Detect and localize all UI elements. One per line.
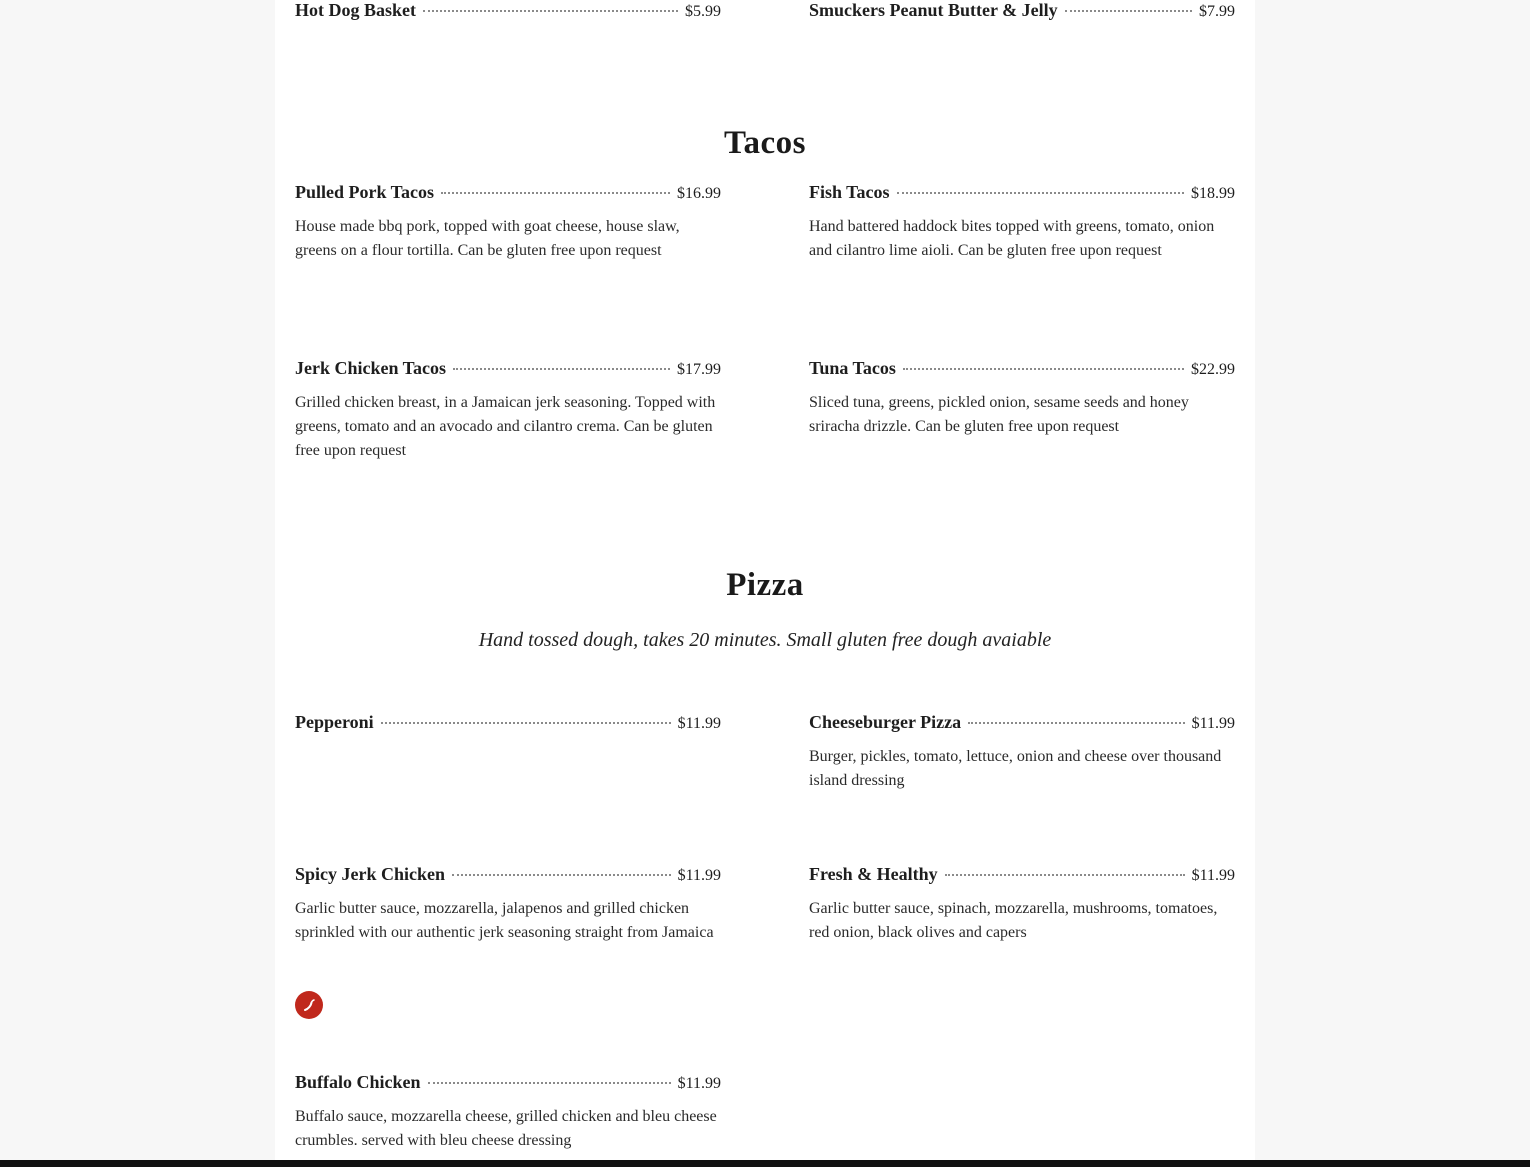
item-name: Tuna Tacos [809,358,896,378]
dot-leader [1065,10,1192,12]
item-header [809,712,1235,740]
menu-item-spicy-jerk-chicken [295,864,721,945]
menu-item-cheeseburger-pizza [809,712,1235,793]
menu-item-pepperoni [295,712,721,740]
item-price: $16.99 [677,185,721,202]
dot-leader [452,874,671,876]
item-name: Fresh & Healthy [809,864,938,884]
menu-item-buffalo-chicken [295,1072,721,1153]
item-name: Fish Tacos [809,182,890,202]
item-header [809,0,1235,28]
item-name: Spicy Jerk Chicken [295,864,446,884]
dot-leader [903,368,1184,370]
item-description: Garlic butter sauce, mozzarella, jalapenos and grilled chicken sprinkled with our authentic jerk seasoning straight from Jamaica [295,900,714,941]
item-name: Cheeseburger Pizza [809,712,962,732]
item-description: House made bbq pork, topped with goat cheese, house slaw, greens on a flour tortilla. Can be gluten free upon request [295,218,680,259]
chili-pepper-icon [295,991,323,1019]
item-price: $7.99 [1199,3,1235,20]
section-note-pizza: Hand tossed dough, takes 20 minutes. Small gluten free dough avaiable [478,629,1052,651]
dot-leader [968,722,1184,724]
dot-leader [441,192,670,194]
item-header [295,864,721,892]
item-price: $5.99 [685,3,721,20]
dot-leader [428,1082,671,1084]
item-description: Burger, pickles, tomato, lettuce, onion and cheese over thousand island dressing [809,748,1222,789]
item-name: Hot Dog Basket [295,0,416,20]
item-price: $11.99 [677,1075,721,1092]
menu-item-pulled-pork-tacos [295,182,721,263]
item-header [295,1072,721,1100]
dot-leader [897,192,1184,194]
section-title-pizza: Pizza [726,567,804,603]
item-header [295,712,721,740]
menu-item-pbj [809,0,1235,28]
item-name: Jerk Chicken Tacos [295,358,447,378]
item-header [295,182,721,210]
menu-item-tuna-tacos [809,358,1235,439]
item-header [809,358,1235,386]
item-price: $11.99 [677,715,721,732]
item-name: Pulled Pork Tacos [295,182,435,202]
item-header [809,182,1235,210]
menu-page [275,0,1255,1160]
item-description: Garlic butter sauce, spinach, mozzarella, mushrooms, tomatoes, red onion, black olives and capers [809,900,1218,941]
menu-item-hot-dog-basket [295,0,721,28]
item-description: Sliced tuna, greens, pickled onion, sesame seeds and honey sriracha drizzle. Can be gluten free upon request [809,394,1189,435]
item-price: $11.99 [1191,715,1235,732]
item-price: $17.99 [677,361,721,378]
item-header [295,0,721,28]
dot-leader [453,368,670,370]
menu-item-fresh-healthy [809,864,1235,945]
item-description: Hand battered haddock bites topped with greens, tomato, onion and cilantro lime aioli. Can be gluten free upon request [809,218,1215,259]
item-name: Pepperoni [295,712,374,732]
item-price: $18.99 [1191,185,1235,202]
item-header [295,358,721,386]
menu-item-jerk-chicken-tacos [295,358,721,463]
dot-leader [381,722,671,724]
item-name: Smuckers Peanut Butter & Jelly [809,0,1058,20]
section-title-tacos: Tacos [724,125,806,161]
menu-item-fish-tacos [809,182,1235,263]
item-price: $11.99 [677,867,721,884]
item-header [809,864,1235,892]
dot-leader [423,10,678,12]
item-name: Buffalo Chicken [295,1072,421,1092]
chili-pepper-icon-svg [301,997,317,1013]
bottom-bar [0,1160,1530,1167]
item-description: Grilled chicken breast, in a Jamaican jerk seasoning. Topped with greens, tomato and an avocado and cilantro crema. Can be gluten free upon request [295,394,716,459]
item-price: $22.99 [1191,361,1235,378]
item-description: Buffalo sauce, mozzarella cheese, grilled chicken and bleu cheese crumbles. served with bleu cheese dressing [295,1108,717,1149]
dot-leader [945,874,1185,876]
item-price: $11.99 [1191,867,1235,884]
